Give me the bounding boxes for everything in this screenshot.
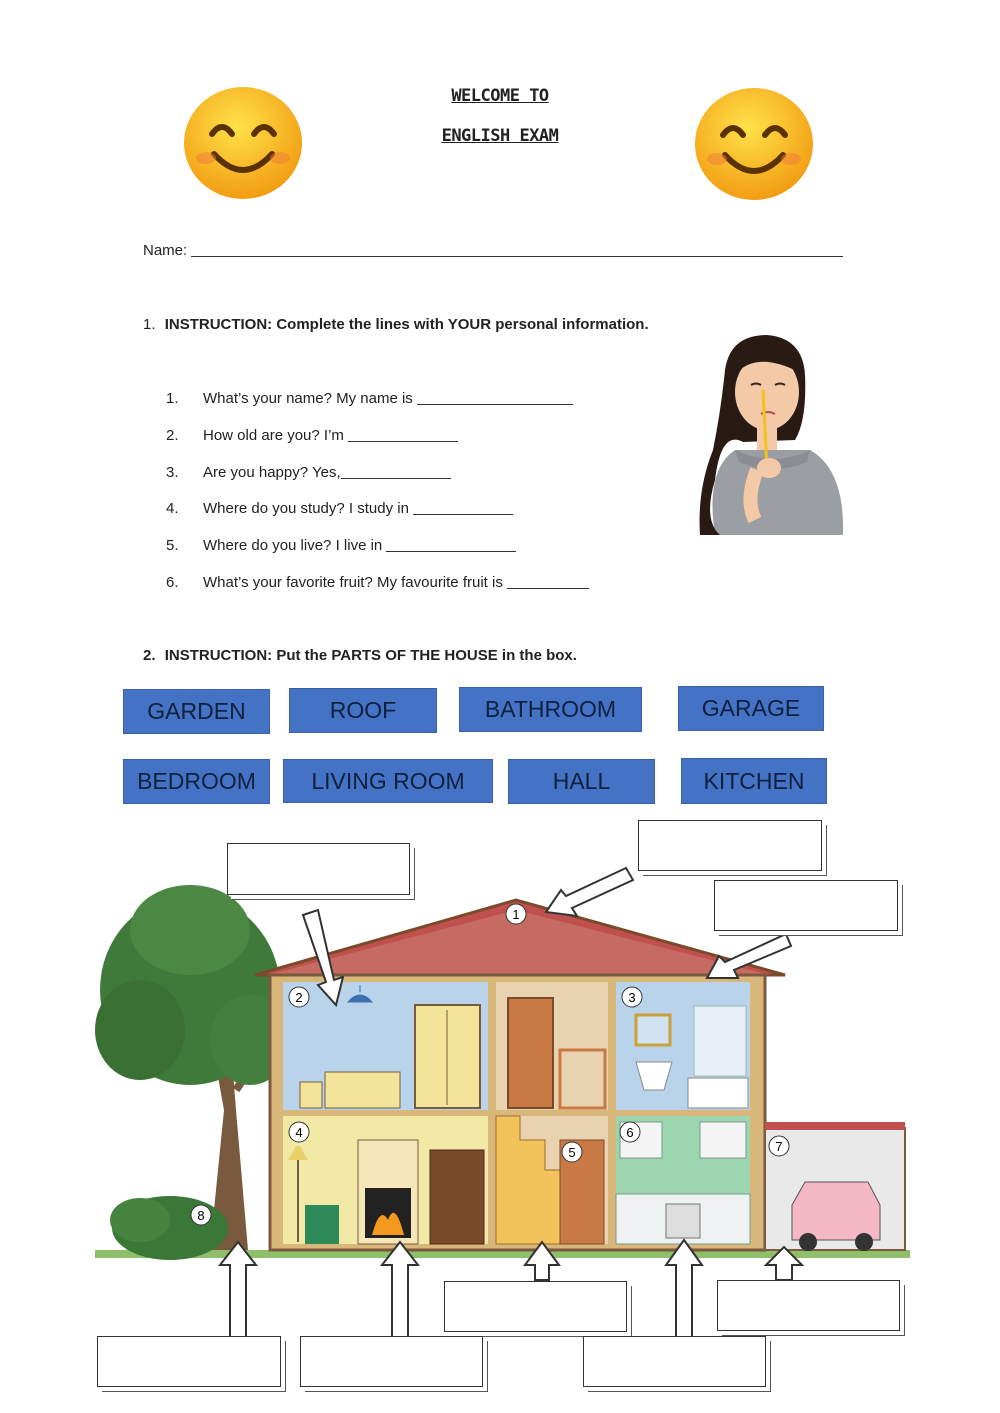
question-item: 2. How old are you? I’m — [166, 427, 458, 444]
question-item: 4. Where do you study? I study in — [166, 500, 513, 517]
marker-7: 7 — [775, 1139, 783, 1154]
answer-blank[interactable] — [341, 464, 451, 479]
marker-5: 5 — [568, 1145, 576, 1160]
answer-blank[interactable] — [386, 537, 516, 552]
arrow-icon — [220, 1242, 256, 1340]
answer-box-7[interactable] — [717, 1280, 900, 1331]
section2-number: 2. — [143, 647, 156, 664]
word-tile-garden[interactable]: GARDEN — [123, 689, 270, 734]
word-tile-kitchen[interactable]: KITCHEN — [681, 758, 827, 804]
question-text: What’s your favorite fruit? My favourite fruit is — [203, 574, 507, 591]
answer-blank[interactable] — [417, 390, 573, 405]
answer-box-8[interactable] — [97, 1336, 281, 1387]
word-tile-roof[interactable]: ROOF — [289, 688, 437, 733]
answer-box-5[interactable] — [444, 1281, 627, 1332]
tree-illustration — [95, 885, 290, 1250]
arrow-icon — [546, 868, 633, 916]
section1-instruction-row — [143, 316, 649, 333]
name-blank[interactable] — [191, 242, 843, 257]
section1-instruction: INSTRUCTION: Complete the lines with YOUR personal information. — [164, 316, 649, 333]
question-text: Where do you study? I study in — [203, 500, 414, 517]
marker-6: 6 — [626, 1125, 634, 1140]
section2-instruction-row — [143, 647, 577, 664]
word-tile-garage[interactable]: GARAGE — [678, 686, 824, 731]
answer-box-3[interactable] — [714, 880, 898, 931]
word-tile-hall[interactable]: HALL — [508, 759, 655, 804]
name-label: Name: — [143, 242, 188, 259]
section2-instruction: INSTRUCTION: Put the PARTS OF THE HOUSE in the box. — [164, 647, 577, 664]
answer-box-1[interactable] — [638, 820, 822, 871]
answer-box-6[interactable] — [583, 1336, 766, 1387]
question-text: Are you happy? Yes, — [203, 464, 341, 481]
word-tile-living-room[interactable]: LIVING ROOM — [283, 759, 493, 803]
answer-box-2[interactable] — [227, 843, 410, 895]
answer-blank[interactable] — [413, 500, 513, 515]
marker-2: 2 — [295, 990, 303, 1005]
arrow-icon — [382, 1242, 418, 1340]
marker-4: 4 — [295, 1125, 303, 1140]
marker-1: 1 — [512, 907, 520, 922]
question-item: 6. What’s your favorite fruit? My favourite fruit is — [166, 574, 589, 591]
answer-blank[interactable] — [348, 427, 458, 442]
word-tile-bedroom[interactable]: BEDROOM — [123, 759, 270, 804]
question-item: 3. Are you happy? Yes, — [166, 464, 451, 481]
question-text: How old are you? I’m — [203, 427, 349, 444]
question-text: What’s your name? My name is — [203, 390, 417, 407]
name-field[interactable] — [143, 242, 843, 259]
section1-number: 1. — [143, 316, 156, 333]
answer-box-4[interactable] — [300, 1336, 483, 1387]
question-item: 5. Where do you live? I live in — [166, 537, 516, 554]
marker-3: 3 — [628, 990, 636, 1005]
page-title-line2: ENGLISH EXAM — [441, 126, 559, 146]
answer-blank[interactable] — [507, 574, 589, 589]
word-tile-bathroom[interactable]: BATHROOM — [459, 687, 642, 732]
question-text: Where do you live? I live in — [203, 537, 387, 554]
thinking-girl-image — [695, 330, 850, 535]
marker-8: 8 — [197, 1208, 205, 1223]
question-item: 1. What’s your name? My name is — [166, 390, 573, 407]
page-title-line1: WELCOME TO — [451, 86, 549, 106]
